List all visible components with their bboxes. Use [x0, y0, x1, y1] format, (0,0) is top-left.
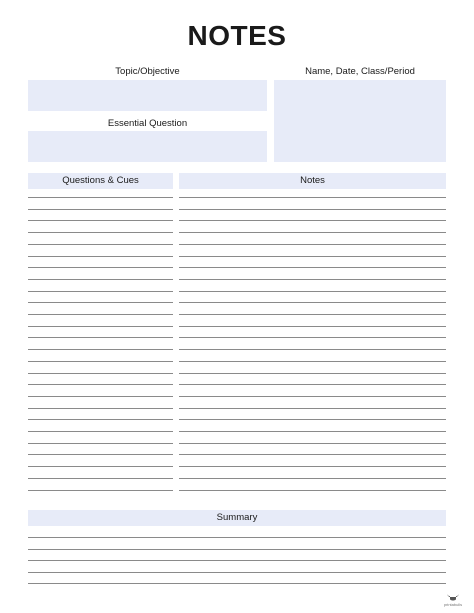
summary-header: Summary	[28, 510, 446, 526]
cues-rule-line	[28, 466, 173, 467]
cues-rule-line	[28, 302, 173, 303]
topic-objective-field[interactable]	[28, 80, 267, 111]
summary-rule-line	[28, 537, 446, 538]
cues-rule-line	[28, 279, 173, 280]
bull-icon	[446, 593, 460, 602]
questions-cues-header: Questions & Cues	[28, 173, 173, 189]
cues-rule-line	[28, 256, 173, 257]
cues-rule-line	[28, 291, 173, 292]
notes-rule-line	[179, 256, 446, 257]
notes-rule-line	[179, 267, 446, 268]
name-date-class-label: Name, Date, Class/Period	[305, 66, 415, 77]
cues-rule-line	[28, 419, 173, 420]
cues-rule-line	[28, 431, 173, 432]
summary-lines[interactable]	[28, 537, 446, 587]
notes-rule-line	[179, 431, 446, 432]
cues-rule-line	[28, 361, 173, 362]
notes-rule-line	[179, 396, 446, 397]
notes-rule-line	[179, 326, 446, 327]
cues-rule-line	[28, 337, 173, 338]
notes-rule-line	[179, 384, 446, 385]
notes-rule-line	[179, 466, 446, 467]
summary-rule-line	[28, 583, 446, 584]
cues-rule-line	[28, 408, 173, 409]
cues-rule-line	[28, 267, 173, 268]
cues-rule-line	[28, 209, 173, 210]
notes-header: Notes	[179, 173, 446, 189]
summary-rule-line	[28, 549, 446, 550]
cues-rule-line	[28, 490, 173, 491]
questions-cues-lines[interactable]	[28, 197, 173, 497]
cues-rule-line	[28, 396, 173, 397]
name-date-class-field[interactable]	[274, 80, 446, 162]
notes-rule-line	[179, 419, 446, 420]
notes-rule-line	[179, 291, 446, 292]
notes-rule-line	[179, 443, 446, 444]
notes-rule-line	[179, 361, 446, 362]
notes-rule-line	[179, 232, 446, 233]
topic-objective-label: Topic/Objective	[115, 66, 180, 77]
notes-rule-line	[179, 337, 446, 338]
notes-rule-line	[179, 302, 446, 303]
notes-rule-line	[179, 244, 446, 245]
essential-question-field[interactable]	[28, 131, 267, 162]
cues-rule-line	[28, 244, 173, 245]
brand-name: printabulls	[443, 602, 463, 607]
notes-lines[interactable]	[179, 197, 446, 497]
notes-rule-line	[179, 314, 446, 315]
notes-rule-line	[179, 454, 446, 455]
cues-rule-line	[28, 314, 173, 315]
page-title: NOTES	[187, 20, 287, 51]
notes-rule-line	[179, 349, 446, 350]
notes-rule-line	[179, 279, 446, 280]
summary-rule-line	[28, 560, 446, 561]
notes-rule-line	[179, 408, 446, 409]
cues-rule-line	[28, 326, 173, 327]
notes-rule-line	[179, 197, 446, 198]
summary-rule-line	[28, 572, 446, 573]
essential-question-label: Essential Question	[107, 118, 188, 129]
notes-rule-line	[179, 373, 446, 374]
cues-rule-line	[28, 443, 173, 444]
cues-rule-line	[28, 454, 173, 455]
brand-logo	[440, 593, 466, 607]
cues-rule-line	[28, 232, 173, 233]
notes-rule-line	[179, 220, 446, 221]
notes-rule-line	[179, 209, 446, 210]
notes-rule-line	[179, 478, 446, 479]
cues-rule-line	[28, 384, 173, 385]
cues-rule-line	[28, 197, 173, 198]
notes-rule-line	[179, 490, 446, 491]
cues-rule-line	[28, 220, 173, 221]
cues-rule-line	[28, 373, 173, 374]
cues-rule-line	[28, 478, 173, 479]
cues-rule-line	[28, 349, 173, 350]
